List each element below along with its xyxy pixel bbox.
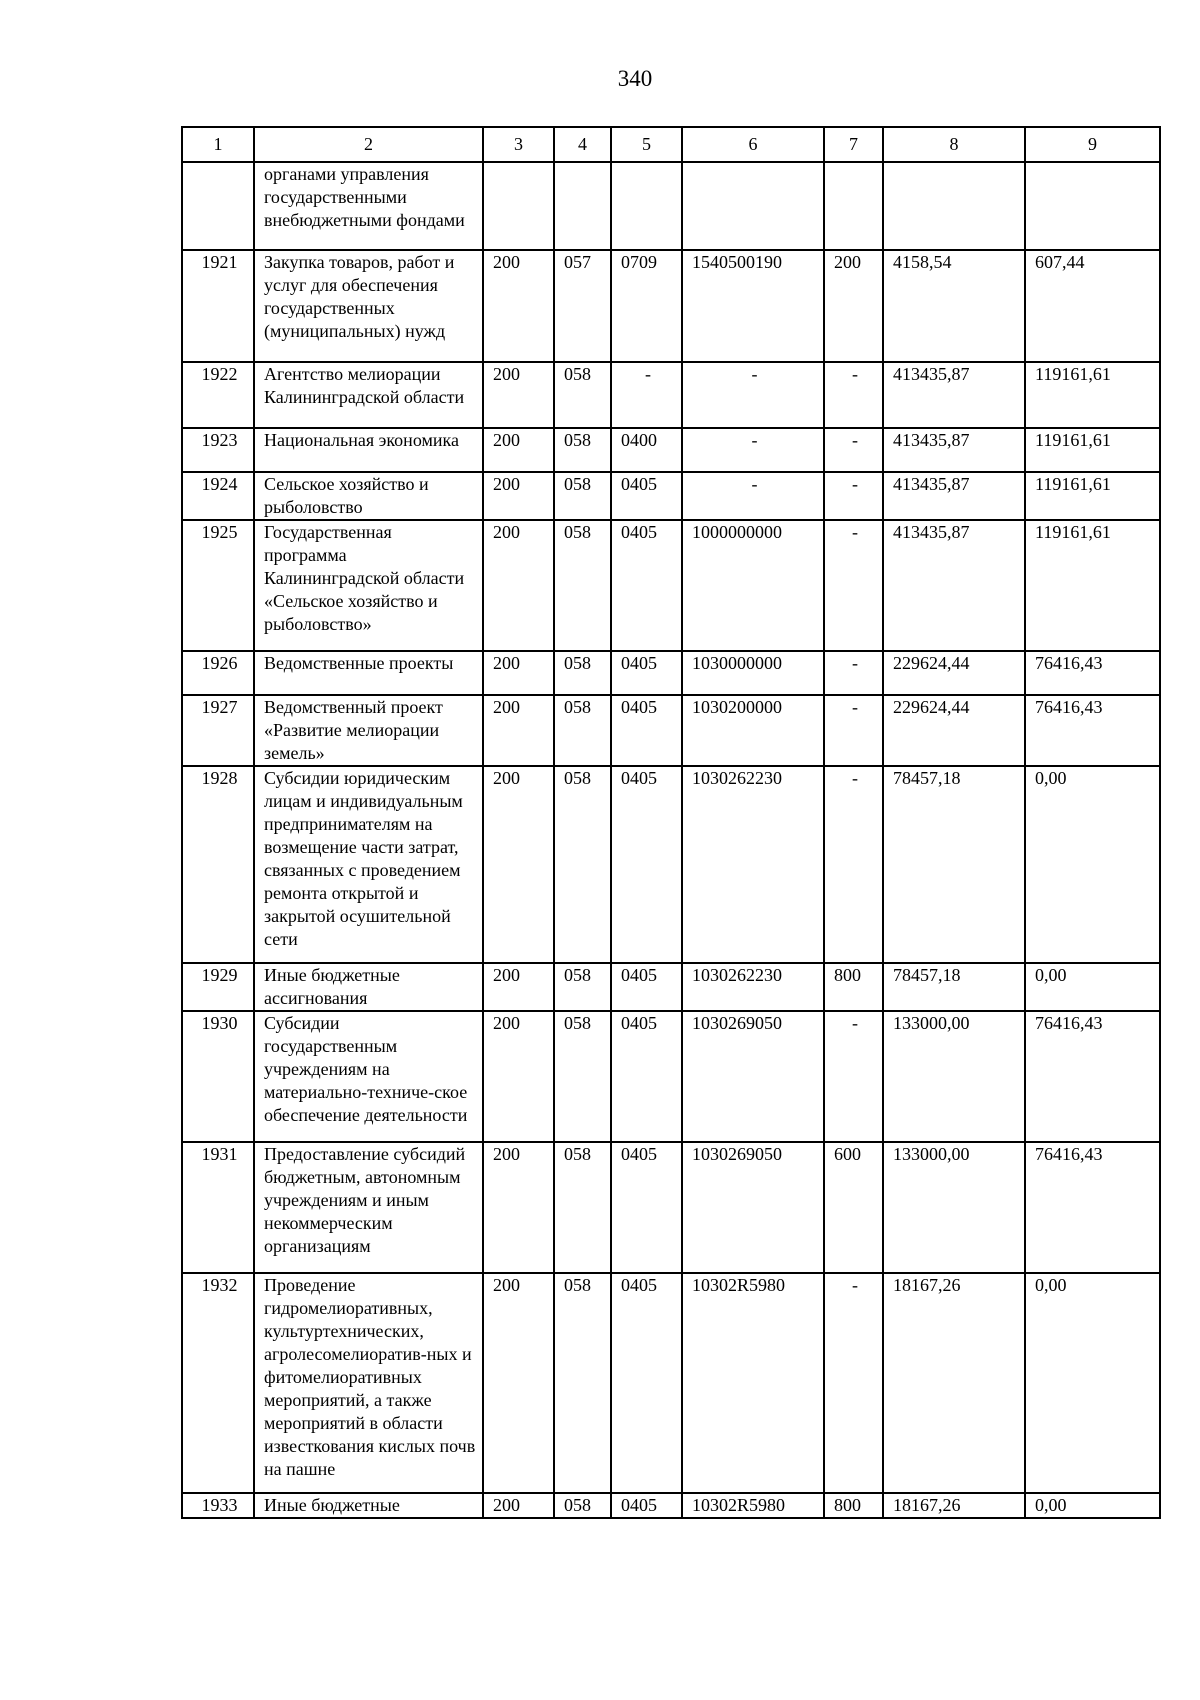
amount-8: 413435,87 (883, 472, 1025, 520)
code-6: 1030262230 (682, 963, 824, 1011)
code-7: - (824, 520, 883, 651)
code-7: - (824, 695, 883, 766)
code-5: 0405 (611, 651, 682, 695)
code-6: - (682, 472, 824, 520)
item-name: Ведомственные проекты (254, 651, 483, 695)
code-7: 800 (824, 1493, 883, 1518)
code-3: 200 (483, 963, 554, 1011)
amount-9: 76416,43 (1025, 651, 1160, 695)
amount-8: 133000,00 (883, 1011, 1025, 1142)
row-number: 1931 (182, 1142, 254, 1273)
code-6: 1030269050 (682, 1142, 824, 1273)
item-name: Иные бюджетные (254, 1493, 483, 1518)
code-7: - (824, 651, 883, 695)
amount-8: 413435,87 (883, 428, 1025, 472)
code-3: 200 (483, 362, 554, 428)
column-header: 1 (182, 127, 254, 162)
amount-9: 0,00 (1025, 1493, 1160, 1518)
column-header: 3 (483, 127, 554, 162)
code-5: 0405 (611, 963, 682, 1011)
code-4: 058 (554, 651, 611, 695)
item-name: Проведение гидромелиоративных, культуртехнических, агролесомелиоратив-ных и фитомелиоративных мероприятий, а также мероприятий в области известкования кислых почв на пашне (254, 1273, 483, 1493)
code-4: 058 (554, 1273, 611, 1493)
item-name: Сельское хозяйство и рыболовство (254, 472, 483, 520)
code-6: 10302R5980 (682, 1273, 824, 1493)
column-header: 5 (611, 127, 682, 162)
code-5: 0405 (611, 1273, 682, 1493)
table-row (182, 362, 1160, 428)
table-row (182, 1142, 1160, 1273)
code-5: - (611, 362, 682, 428)
amount-9: 119161,61 (1025, 472, 1160, 520)
code-4: 058 (554, 1142, 611, 1273)
code-7: - (824, 1273, 883, 1493)
table-row (182, 472, 1160, 520)
amount-9: 76416,43 (1025, 1142, 1160, 1273)
amount-9: 119161,61 (1025, 428, 1160, 472)
code-7: - (824, 428, 883, 472)
code-6 (682, 162, 824, 250)
amount-9: 0,00 (1025, 1273, 1160, 1493)
code-5: 0405 (611, 1011, 682, 1142)
amount-8: 18167,26 (883, 1273, 1025, 1493)
code-7: - (824, 362, 883, 428)
table-row (182, 766, 1160, 963)
row-number: 1927 (182, 695, 254, 766)
code-5: 0405 (611, 1493, 682, 1518)
code-4: 058 (554, 1493, 611, 1518)
code-3: 200 (483, 1011, 554, 1142)
column-header: 9 (1025, 127, 1160, 162)
row-number: 1930 (182, 1011, 254, 1142)
column-header: 2 (254, 127, 483, 162)
code-5: 0400 (611, 428, 682, 472)
code-5: 0405 (611, 766, 682, 963)
code-4: 058 (554, 766, 611, 963)
code-4: 058 (554, 695, 611, 766)
amount-8: 78457,18 (883, 766, 1025, 963)
column-header: 8 (883, 127, 1025, 162)
code-7: - (824, 472, 883, 520)
budget-table (181, 126, 1161, 1519)
code-6: 10302R5980 (682, 1493, 824, 1518)
amount-8 (883, 162, 1025, 250)
amount-8: 413435,87 (883, 362, 1025, 428)
code-3: 200 (483, 428, 554, 472)
amount-8: 229624,44 (883, 651, 1025, 695)
code-5: 0405 (611, 695, 682, 766)
table-row (182, 428, 1160, 472)
amount-9: 0,00 (1025, 963, 1160, 1011)
amount-9: 119161,61 (1025, 362, 1160, 428)
row-number: 1926 (182, 651, 254, 695)
column-header: 6 (682, 127, 824, 162)
table-row (182, 520, 1160, 651)
code-6: 1030262230 (682, 766, 824, 963)
code-5: 0405 (611, 520, 682, 651)
row-number: 1921 (182, 250, 254, 362)
amount-8: 229624,44 (883, 695, 1025, 766)
code-7: 200 (824, 250, 883, 362)
code-3: 200 (483, 1493, 554, 1518)
code-5: 0405 (611, 472, 682, 520)
row-number: 1932 (182, 1273, 254, 1493)
row-number (182, 162, 254, 250)
code-3: 200 (483, 651, 554, 695)
code-6: - (682, 428, 824, 472)
code-3 (483, 162, 554, 250)
code-7 (824, 162, 883, 250)
code-7: - (824, 766, 883, 963)
table-row (182, 963, 1160, 1011)
item-name: Субсидии юридическим лицам и индивидуальным предпринимателям на возмещение части затрат, связанных с проведением ремонта открытой и закрытой осушительной сети (254, 766, 483, 963)
code-7: 800 (824, 963, 883, 1011)
code-4: 058 (554, 520, 611, 651)
row-number: 1922 (182, 362, 254, 428)
code-4: 057 (554, 250, 611, 362)
table-row (182, 651, 1160, 695)
amount-9 (1025, 162, 1160, 250)
item-name: Ведомственный проект «Развитие мелиорации земель» (254, 695, 483, 766)
amount-8: 4158,54 (883, 250, 1025, 362)
code-6: 1030269050 (682, 1011, 824, 1142)
row-number: 1923 (182, 428, 254, 472)
amount-9: 0,00 (1025, 766, 1160, 963)
amount-8: 413435,87 (883, 520, 1025, 651)
table-row (182, 695, 1160, 766)
code-3: 200 (483, 766, 554, 963)
amount-8: 133000,00 (883, 1142, 1025, 1273)
code-3: 200 (483, 250, 554, 362)
item-name: Иные бюджетные ассигнования (254, 963, 483, 1011)
code-5: 0405 (611, 1142, 682, 1273)
table-row (182, 1273, 1160, 1493)
row-number: 1929 (182, 963, 254, 1011)
amount-9: 607,44 (1025, 250, 1160, 362)
code-3: 200 (483, 472, 554, 520)
item-name: Предоставление субсидий бюджетным, автономным учреждениям и иным некоммерческим организациям (254, 1142, 483, 1273)
code-7: 600 (824, 1142, 883, 1273)
item-name: Национальная экономика (254, 428, 483, 472)
row-number: 1924 (182, 472, 254, 520)
code-3: 200 (483, 695, 554, 766)
table-row (182, 1493, 1160, 1518)
amount-9: 119161,61 (1025, 520, 1160, 651)
code-5 (611, 162, 682, 250)
code-3: 200 (483, 1273, 554, 1493)
item-name: Субсидии государственным учреждениям на материально-техниче-ское обеспечение деятельности (254, 1011, 483, 1142)
table-row (182, 250, 1160, 362)
table-body (182, 162, 1160, 1518)
code-3: 200 (483, 1142, 554, 1273)
code-4 (554, 162, 611, 250)
column-header: 4 (554, 127, 611, 162)
code-4: 058 (554, 472, 611, 520)
code-7: - (824, 1011, 883, 1142)
item-name: Государственная программа Калининградской области «Сельское хозяйство и рыболовство» (254, 520, 483, 651)
code-6: 1000000000 (682, 520, 824, 651)
code-4: 058 (554, 963, 611, 1011)
code-6: 1030200000 (682, 695, 824, 766)
page-number: 340 (617, 66, 653, 91)
code-6: - (682, 362, 824, 428)
header-row (182, 127, 1160, 162)
code-3: 200 (483, 520, 554, 651)
item-name: Агентство мелиорации Калининградской области (254, 362, 483, 428)
amount-8: 18167,26 (883, 1493, 1025, 1518)
code-6: 1030000000 (682, 651, 824, 695)
code-4: 058 (554, 1011, 611, 1142)
item-name: Закупка товаров, работ и услуг для обеспечения государственных (муниципальных) нужд (254, 250, 483, 362)
code-6: 1540500190 (682, 250, 824, 362)
row-number: 1925 (182, 520, 254, 651)
column-header: 7 (824, 127, 883, 162)
row-number: 1928 (182, 766, 254, 963)
code-4: 058 (554, 428, 611, 472)
amount-9: 76416,43 (1025, 695, 1160, 766)
item-name: органами управления государственными внебюджетными фондами (254, 162, 483, 250)
code-4: 058 (554, 362, 611, 428)
table-row (182, 162, 1160, 250)
table-row (182, 1011, 1160, 1142)
amount-8: 78457,18 (883, 963, 1025, 1011)
code-5: 0709 (611, 250, 682, 362)
row-number: 1933 (182, 1493, 254, 1518)
amount-9: 76416,43 (1025, 1011, 1160, 1142)
